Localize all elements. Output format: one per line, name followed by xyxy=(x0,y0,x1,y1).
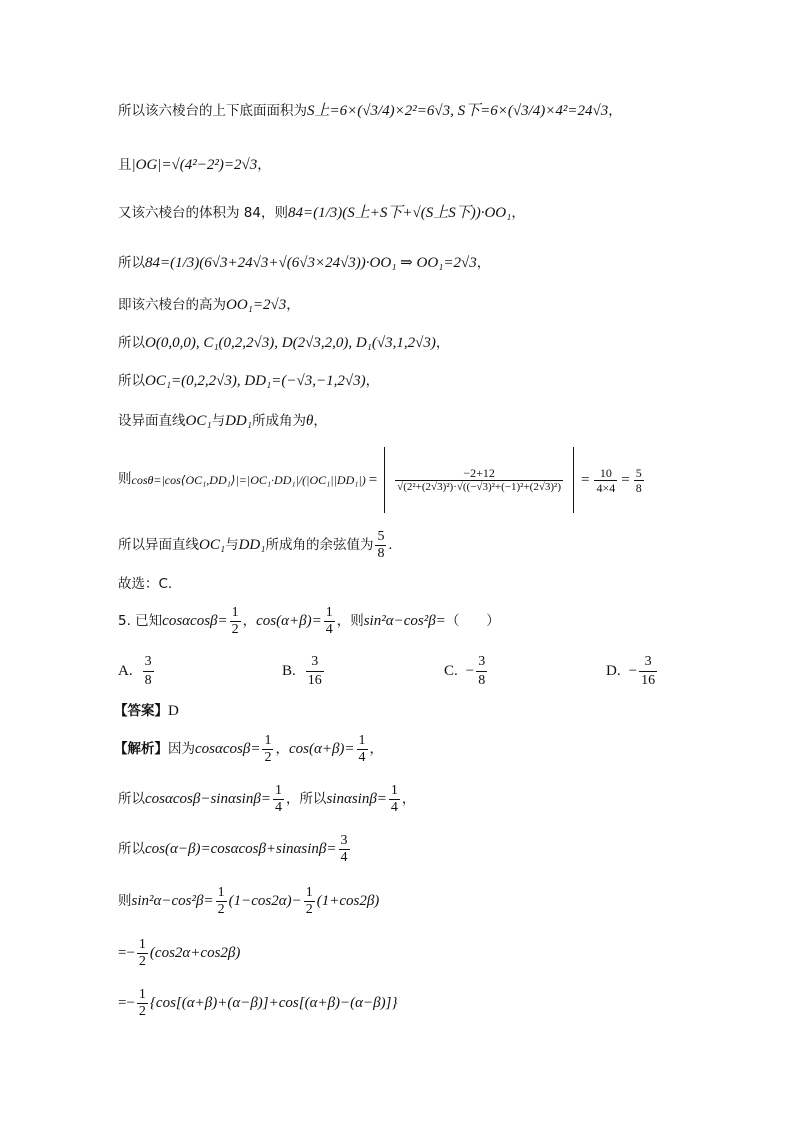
answer-value: D xyxy=(168,703,179,719)
text: 所以 xyxy=(118,254,145,271)
text: 因为 xyxy=(168,740,195,757)
den: 16 xyxy=(641,673,656,688)
text: 所成角为 xyxy=(251,412,306,429)
punct: ， xyxy=(275,740,289,757)
text: 所以 xyxy=(118,790,145,807)
text: 所以 xyxy=(118,840,145,857)
line-coordinates xyxy=(118,336,449,351)
option-letter: C. xyxy=(444,663,458,679)
punct: ， xyxy=(257,156,271,173)
fraction xyxy=(324,606,335,637)
fraction xyxy=(262,734,273,765)
den: 8 xyxy=(144,673,152,688)
punct: . xyxy=(388,537,393,553)
fraction xyxy=(230,606,241,637)
answer-blank: （ ） xyxy=(445,612,500,629)
conclusion-num: 5 xyxy=(377,529,385,544)
num: 3 xyxy=(340,833,348,848)
option-letter: D. xyxy=(606,663,621,679)
line-cos-theta: 则 cosθ=|cos⟨OC₁,DD₁⟩|=|OC₁·DD₁|/(|OC₁||DD₁|) = $\frac{-2+12}{\text{√(2²+(2√3)²)·√((−√3)²+(−1)²+(2√3)²)}}$ = $\frac{10}{4\times 4}$ = $\frac{5}{8}$ xyxy=(118,446,646,514)
conclusion-fraction xyxy=(375,530,386,561)
math-expression: OO₁=2√3 xyxy=(226,297,287,313)
math-expression: cosαcosβ= xyxy=(162,613,228,629)
math-symbol: DD₁ xyxy=(225,413,252,429)
math-expression: cos(α+β)= xyxy=(288,741,355,757)
solution-label: 【解析】 xyxy=(114,740,168,757)
answer-line xyxy=(114,704,179,719)
den: 4 xyxy=(274,800,282,815)
result-den: 4×4 xyxy=(596,480,616,495)
text: 设异面直线 xyxy=(118,412,186,429)
option-fraction xyxy=(639,654,657,689)
den: 2 xyxy=(231,622,239,637)
final-den: 8 xyxy=(635,480,642,495)
punct: ， xyxy=(369,740,384,757)
text: 所以异面直线 xyxy=(118,536,199,553)
den: 4 xyxy=(390,800,398,815)
punct: ， xyxy=(401,790,416,807)
line-vectors xyxy=(118,374,379,389)
math-operator: =− xyxy=(118,945,135,961)
text: 即该六棱台的高为 xyxy=(118,296,226,313)
den: 2 xyxy=(264,750,272,765)
fraction xyxy=(137,988,148,1019)
num: 1 xyxy=(231,605,239,620)
solution-line-4 xyxy=(118,886,379,917)
line-volume-solve xyxy=(118,256,490,271)
option-letter: B. xyxy=(282,663,296,679)
math-expression: 84=(1/3)(6√3+24√3+√(6√3×24√3))·OO₁ ⇒ OO₁=2√3 xyxy=(145,255,477,271)
cos-fraction-den: √(2²+(2√3)²)·√((−√3)²+(−1)²+(2√3)²) xyxy=(397,481,561,493)
math-expression: {cos[(α+β)+(α−β)]+cos[(α+β)−(α−β)]} xyxy=(149,995,398,1011)
num: 1 xyxy=(274,783,282,798)
text: ，所以 xyxy=(285,790,327,807)
option-fraction xyxy=(476,654,487,689)
text: 与 xyxy=(211,412,226,429)
question-5 xyxy=(118,606,500,637)
punct: ， xyxy=(313,412,327,429)
math-expression: (1−cos2α)− xyxy=(228,893,302,909)
text: 又该六棱台的体积为 84，则 xyxy=(118,204,288,221)
math-expression: 84=(1/3)(S上+S下+√(S上S下))·OO₁ xyxy=(287,205,512,221)
num: 1 xyxy=(305,885,313,900)
fraction xyxy=(339,834,350,865)
punct: ， xyxy=(608,102,622,119)
option-a[interactable] xyxy=(118,654,156,689)
option-sign: − xyxy=(465,663,475,679)
text: ，则 xyxy=(336,612,364,629)
solution-line-6 xyxy=(118,988,397,1019)
math-symbol: OC₁ xyxy=(199,537,226,553)
solution-line-5 xyxy=(118,938,240,969)
punct: ， xyxy=(476,254,491,271)
math-expression: O(0,0,0), C₁(0,2,2√3), D(2√3,2,0), D₁(√3,1,2√3) xyxy=(145,335,436,351)
line-set-angle xyxy=(118,414,327,429)
den: 2 xyxy=(305,902,313,917)
den: 2 xyxy=(138,1004,146,1019)
num: 1 xyxy=(138,987,146,1002)
math-expression: cos(α−β)=cosαcosβ+sinαsinβ= xyxy=(145,841,337,857)
math-symbol: θ xyxy=(305,413,314,429)
option-fraction xyxy=(306,654,324,689)
line-og-length xyxy=(118,158,271,173)
option-letter: A. xyxy=(118,663,133,679)
cos-fraction-num: −2+12 xyxy=(463,466,495,480)
solution-line-2 xyxy=(118,784,415,815)
fraction xyxy=(357,734,368,765)
solution-line-1 xyxy=(114,734,383,765)
text: 所以该六棱台的上下底面面积为 xyxy=(118,102,307,119)
math-expression: cosθ=|cos⟨OC₁,DD₁⟩|=|OC₁·DD₁|/(|OC₁||DD₁|) xyxy=(131,473,366,487)
math-expression: (cos2α+cos2β) xyxy=(149,945,241,961)
conclusion-den: 8 xyxy=(377,546,385,561)
math-expression: cos(α+β)= xyxy=(256,613,322,629)
math-expression: (1+cos2β) xyxy=(316,893,380,909)
punct: ， xyxy=(365,372,380,389)
question-label: 5. 已知 xyxy=(118,612,163,629)
text: 所以 xyxy=(118,334,145,351)
line-base-areas xyxy=(118,104,622,119)
punct: ， xyxy=(286,296,300,313)
math-expression: |OG|=√(4²−2²)=2√3 xyxy=(131,157,258,173)
den: 16 xyxy=(307,673,322,688)
math-symbol: DD₁ xyxy=(238,537,266,553)
cos-fraction xyxy=(395,467,563,493)
option-b[interactable] xyxy=(282,654,326,689)
num: 3 xyxy=(478,654,486,669)
num: 3 xyxy=(644,654,652,669)
math-operator: =− xyxy=(118,995,135,1011)
result-num: 10 xyxy=(599,465,612,480)
num: 1 xyxy=(358,733,366,748)
num: 1 xyxy=(217,885,225,900)
option-sign: − xyxy=(628,663,638,679)
num: 1 xyxy=(138,937,146,952)
punct: ， xyxy=(242,612,257,629)
fraction xyxy=(304,886,315,917)
num: 1 xyxy=(264,733,272,748)
num: 3 xyxy=(144,654,152,669)
punct: ， xyxy=(435,334,450,351)
final-fraction xyxy=(634,467,644,494)
final-num: 5 xyxy=(635,465,642,480)
result-fraction xyxy=(594,467,617,494)
text: 且 xyxy=(118,156,132,173)
den: 4 xyxy=(358,750,366,765)
text: 故选：C. xyxy=(118,576,173,592)
math-expression: cosαcosβ= xyxy=(195,741,261,757)
den: 4 xyxy=(340,850,348,865)
math-expression: sin²α−cos²β= xyxy=(363,613,446,629)
math-expression: sin²α−cos²β= xyxy=(131,893,214,909)
answer-label: 【答案】 xyxy=(114,702,168,719)
line-volume-formula xyxy=(118,206,525,221)
text: 则 xyxy=(118,471,132,488)
num: 1 xyxy=(390,783,398,798)
math-expression: sinαsinβ= xyxy=(326,791,387,807)
math-expression: S上=6×(√3/4)×2²=6√3, S下=6×(√3/4)×4²=24√3 xyxy=(307,103,609,119)
den: 2 xyxy=(217,902,225,917)
text: 与 xyxy=(225,536,239,553)
num: 1 xyxy=(325,605,333,620)
text: 则 xyxy=(118,892,132,909)
math-symbol: OC₁ xyxy=(185,413,212,429)
fraction xyxy=(137,938,148,969)
den: 2 xyxy=(138,954,146,969)
math-expression: OC₁=(0,2,2√3), DD₁=(−√3,−1,2√3) xyxy=(145,373,366,389)
line-height xyxy=(118,298,300,313)
den: 4 xyxy=(325,622,333,637)
text: 所成角的余弦值为 xyxy=(265,536,374,553)
math-expression: cosαcosβ−sinαsinβ= xyxy=(145,791,271,807)
line-choice xyxy=(118,578,172,592)
den: 8 xyxy=(478,673,486,688)
option-fraction xyxy=(143,654,154,689)
fraction xyxy=(216,886,227,917)
num: 3 xyxy=(311,654,319,669)
solution-line-3 xyxy=(118,834,352,865)
punct: ， xyxy=(511,204,525,221)
line-conclusion xyxy=(118,530,392,561)
text: 所以 xyxy=(118,372,145,389)
fraction xyxy=(273,784,284,815)
option-c[interactable] xyxy=(444,654,489,689)
option-d[interactable] xyxy=(606,654,659,689)
fraction xyxy=(389,784,400,815)
